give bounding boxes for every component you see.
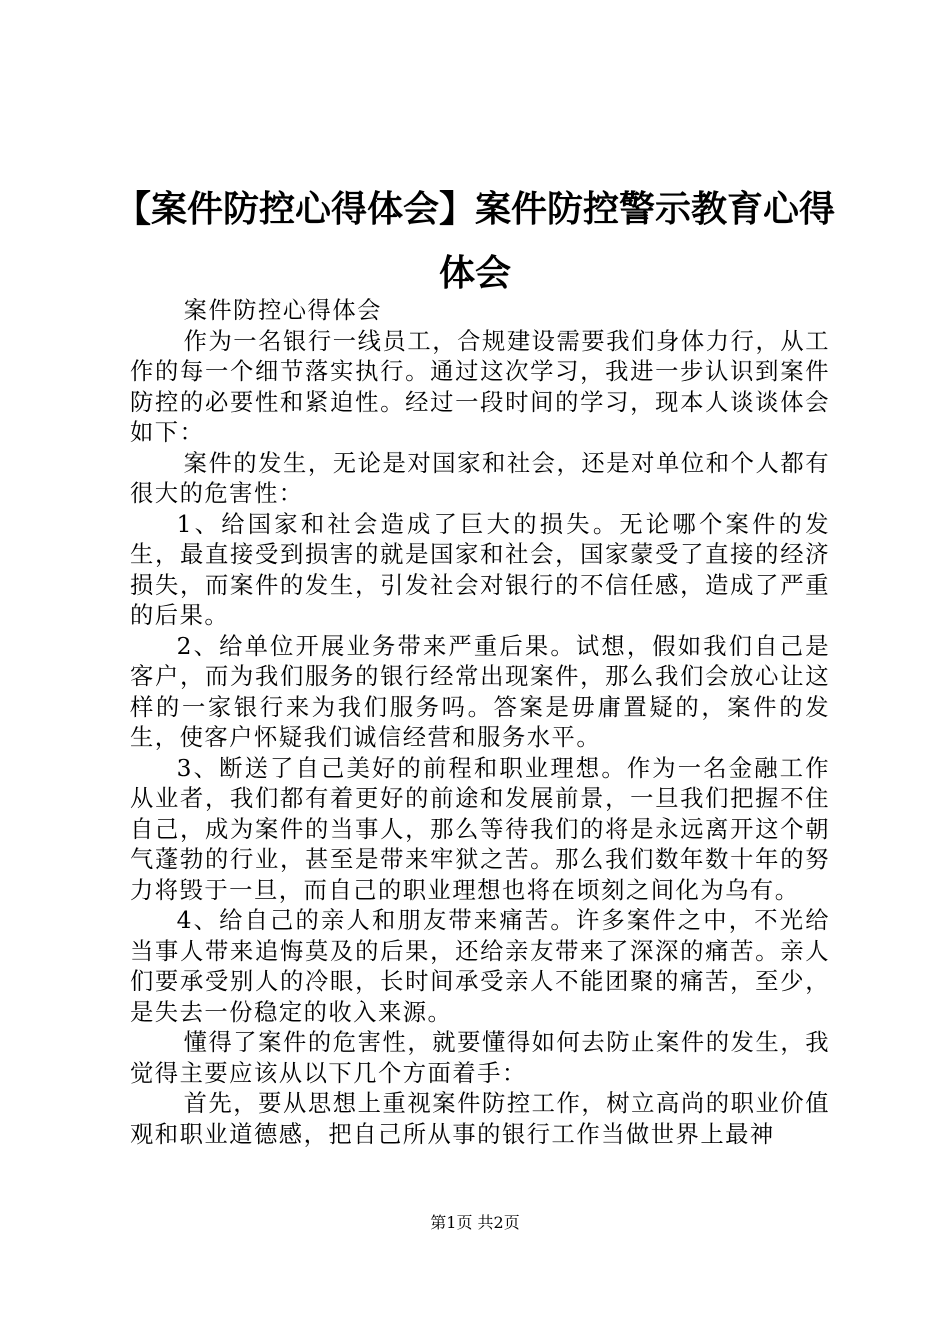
paragraph-intro: 作为一名银行一线员工，合规建设需要我们身体力行，从工作的每一个细节落实执行。通过这次学习，我进一步认识到案件防控的必要性和紧迫性。经过一段时间的学习，现本人谈谈体会如下： — [130, 327, 830, 446]
paragraph-item-3: 3、断送了自己美好的前程和职业理想。作为一名金融工作从业者，我们都有着更好的前途和发展前景，一旦我们把握不住自己，成为案件的当事人，那么等待我们的将是永远离开这个朝气蓬勃的行业，甚至是带来牢狱之苦。那么我们数年数十年的努力将毁于一旦，而自己的职业理想也将在顷刻之间化为乌有。 — [130, 754, 830, 904]
paragraph-subtitle: 案件防控心得体会 — [183, 297, 382, 324]
paragraph-first-point: 首先，要从思想上重视案件防控工作，树立高尚的职业价值观和职业道德感，把自己所从事的银行工作当做世界上最神 — [130, 1090, 830, 1148]
paragraph-item-1: 1、给国家和社会造成了巨大的损失。无论哪个案件的发生，最直接受到损害的就是国家和社会，国家蒙受了直接的经济损失，而案件的发生，引发社会对银行的不信任感，造成了严重的后果。 — [130, 510, 830, 629]
paragraph-harm-lead: 案件的发生，无论是对国家和社会，还是对单位和个人都有很大的危害性： — [130, 449, 830, 507]
document-body — [130, 296, 830, 1150]
paragraph-item-2: 2、给单位开展业务带来严重后果。试想，假如我们自己是客户，而为我们服务的银行经常出现案件，那么我们会放心让这样的一家银行来为我们服务吗。答案是毋庸置疑的，案件的发生，使客户怀疑我们诚信经营和服务水平。 — [130, 632, 830, 751]
document-title: 【案件防控心得体会】案件防控警示教育心得体会 — [114, 189, 835, 294]
page-footer: 第1页 共2页 — [430, 1213, 520, 1232]
paragraph-item-4: 4、给自己的亲人和朋友带来痛苦。许多案件之中，不光给当事人带来追悔莫及的后果，还给亲友带来了深深的痛苦。亲人们要承受别人的冷眼，长时间承受亲人不能团聚的痛苦，至少，是失去一份稳定的收入来源。 — [130, 907, 830, 1026]
paragraph-prevention-lead: 懂得了案件的危害性，就要懂得如何去防止案件的发生，我觉得主要应该从以下几个方面着手： — [130, 1029, 830, 1087]
